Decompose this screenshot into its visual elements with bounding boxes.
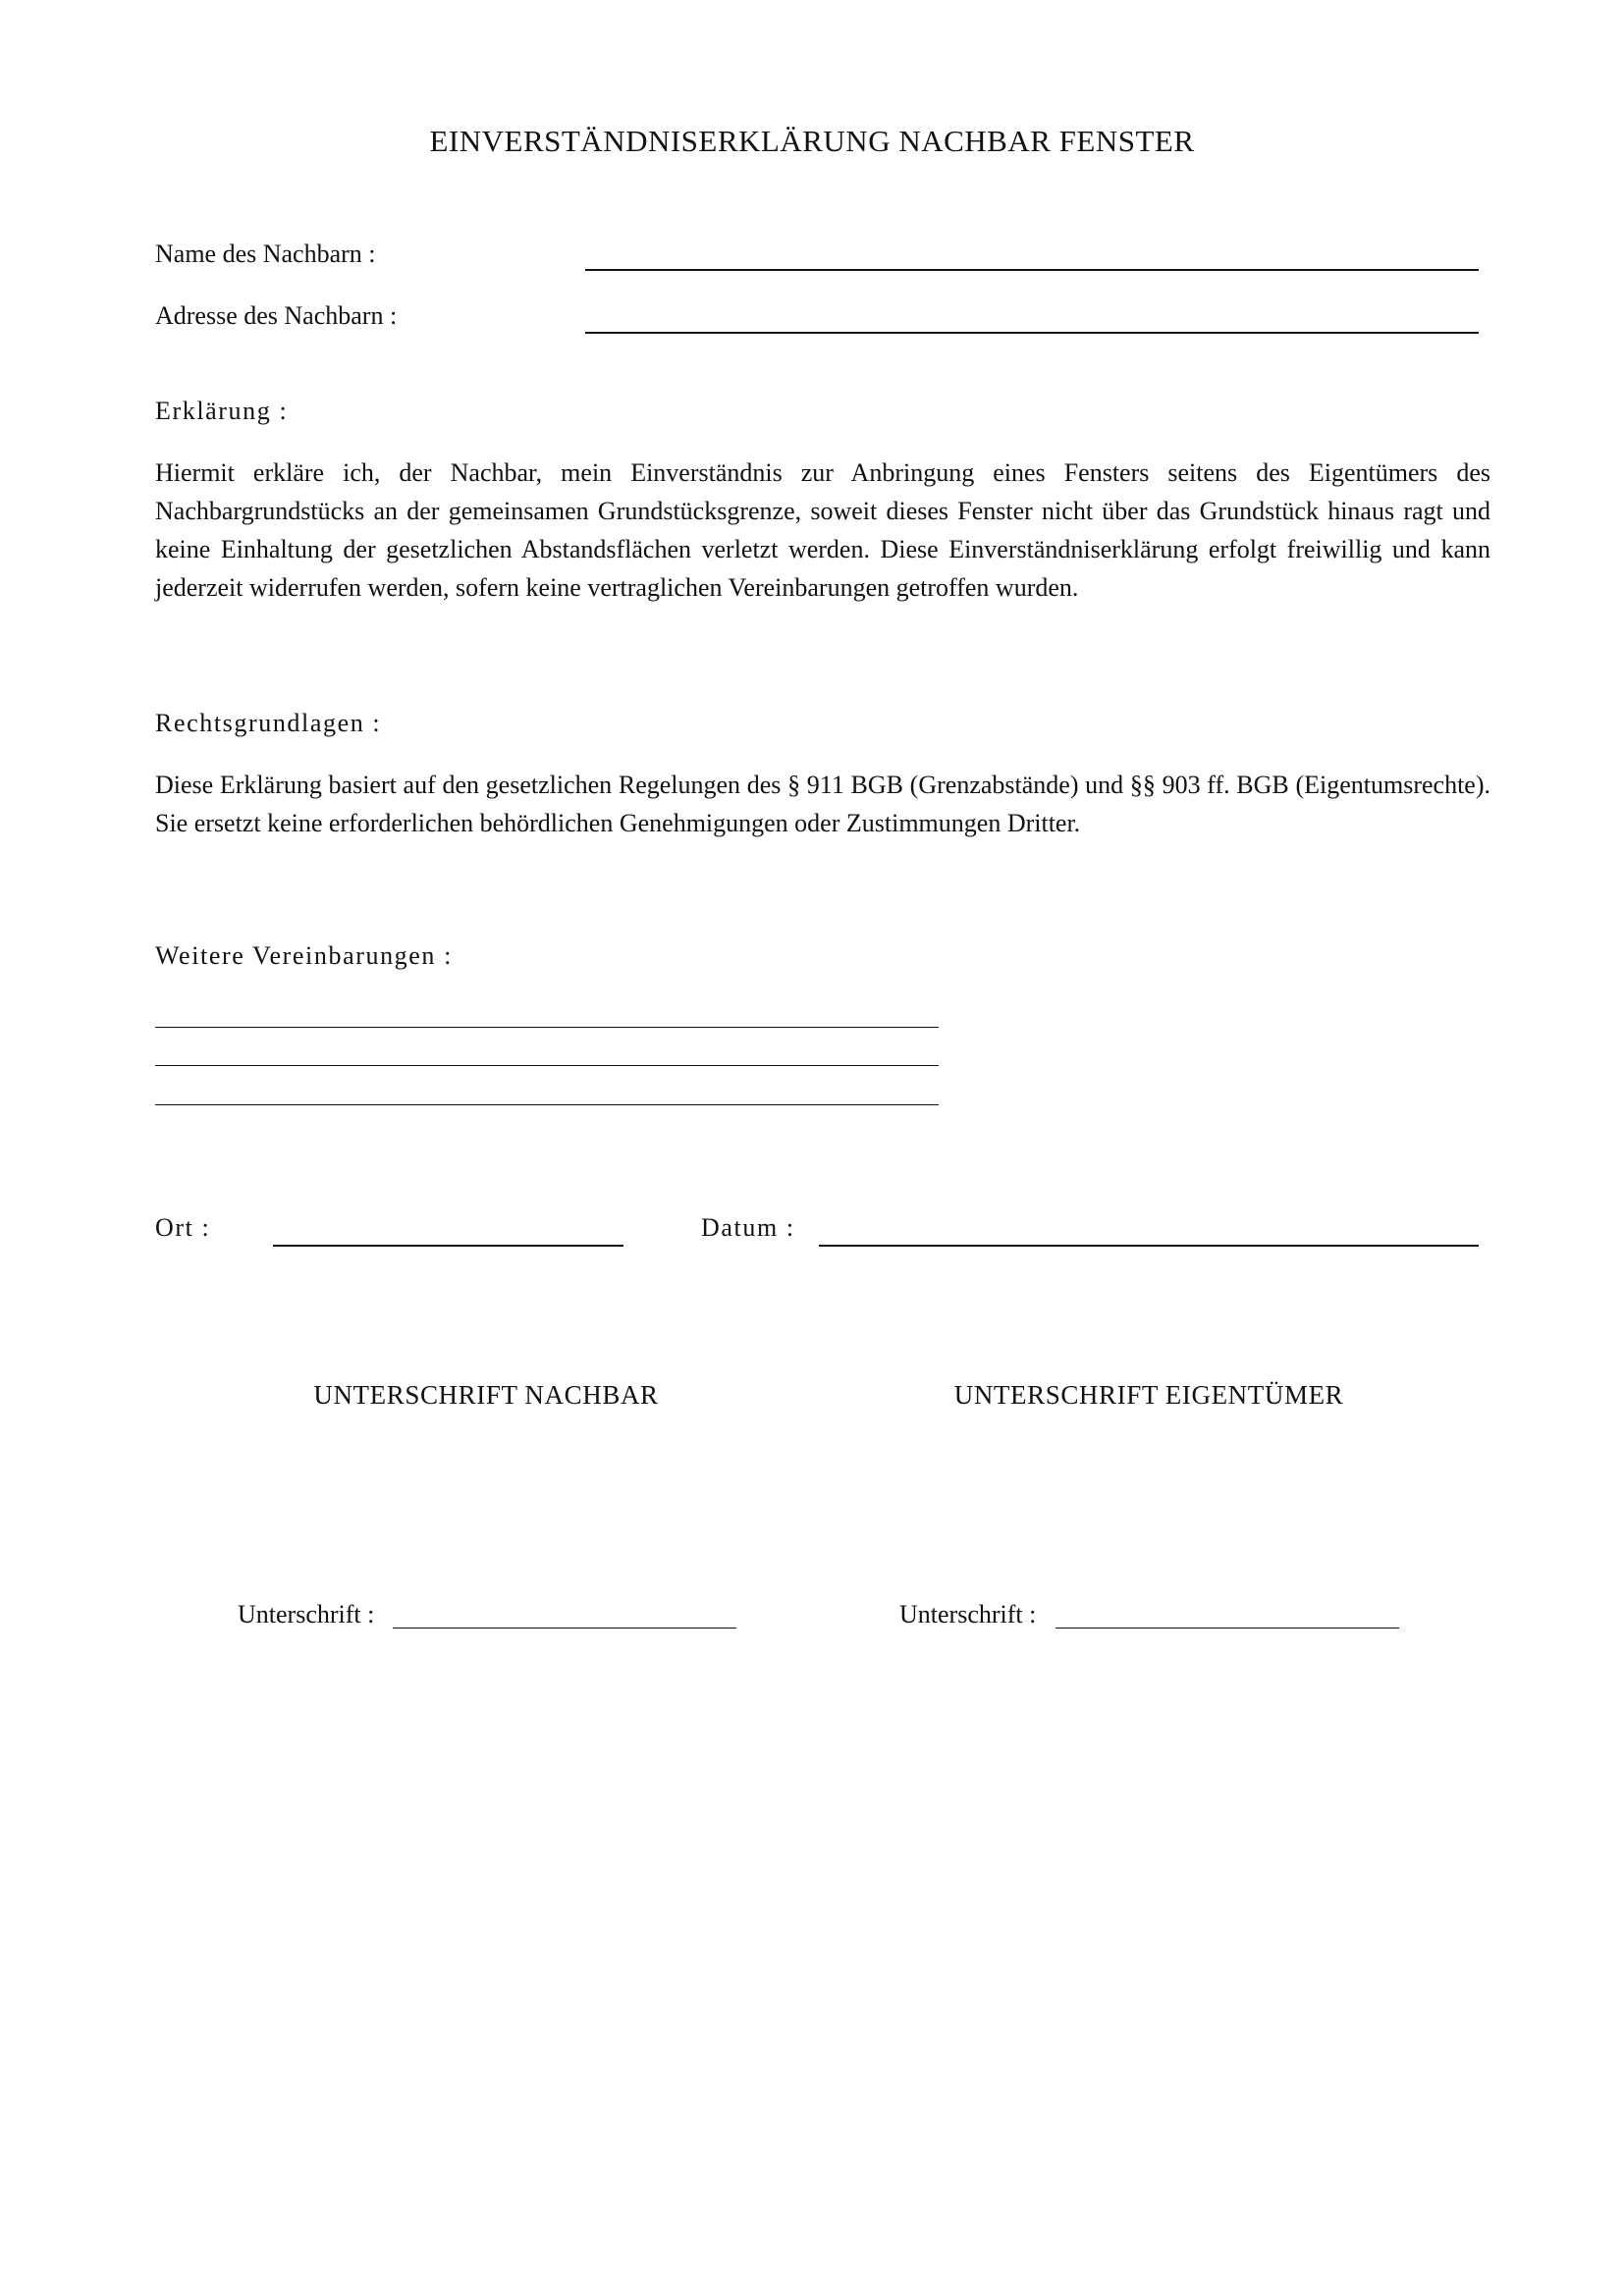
owner-signature-label: Unterschrift :	[899, 1600, 1037, 1629]
place-label: Ort :	[155, 1213, 211, 1242]
legal-basis-heading: Rechtsgrundlagen :	[155, 709, 382, 737]
owner-signature-heading: UNTERSCHRIFT EIGENTÜMER	[953, 1380, 1344, 1410]
owner-signature-field[interactable]	[1056, 1628, 1399, 1629]
neighbor-name-label: Name des Nachbarn :	[155, 240, 376, 268]
neighbor-address-field[interactable]	[585, 332, 1479, 334]
date-field[interactable]	[819, 1245, 1479, 1247]
legal-basis-text: Diese Erklärung basiert auf den gesetzlichen Regelungen des § 911 BGB (Grenzabstände) und §§ 903 ff. BGB (Eigentumsrechte). Sie ersetzt keine erforderlichen behördlichen Genehmigungen oder Zustimmungen Dritter.	[155, 771, 1490, 837]
date-label: Datum :	[701, 1213, 795, 1242]
neighbor-address-label: Adresse des Nachbarn :	[155, 301, 398, 330]
declaration-text: Hiermit erkläre ich, der Nachbar, mein Einverständnis zur Anbringung eines Fensters seitens des Eigentümers des Nachbargrundstücks an der gemeinsamen Grundstücksgrenze, soweit dieses Fenster nicht über das Grundstück hinaus ragt und keine Einhaltung der gesetzlichen Abstandsflächen verletzt werden. Diese Einverständniserklärung erfolgt freiwillig und kann jederzeit widerrufen werden, sofern keine vertraglichen Vereinbarungen getroffen wurden.	[155, 458, 1490, 602]
agreements-heading: Weitere Vereinbarungen :	[155, 941, 453, 970]
neighbor-signature-field[interactable]	[393, 1628, 736, 1629]
declaration-heading: Erklärung :	[155, 397, 289, 425]
neighbor-signature-heading: UNTERSCHRIFT NACHBAR	[313, 1380, 659, 1410]
neighbor-signature-label: Unterschrift :	[238, 1600, 375, 1629]
agreements-line-3[interactable]	[155, 1104, 939, 1105]
agreements-line-2[interactable]	[155, 1065, 939, 1066]
document-title: EINVERSTÄNDNISERKLÄRUNG NACHBAR FENSTER	[429, 124, 1195, 158]
neighbor-name-field[interactable]	[585, 269, 1479, 271]
agreements-line-1[interactable]	[155, 1027, 939, 1028]
place-field[interactable]	[273, 1245, 623, 1247]
